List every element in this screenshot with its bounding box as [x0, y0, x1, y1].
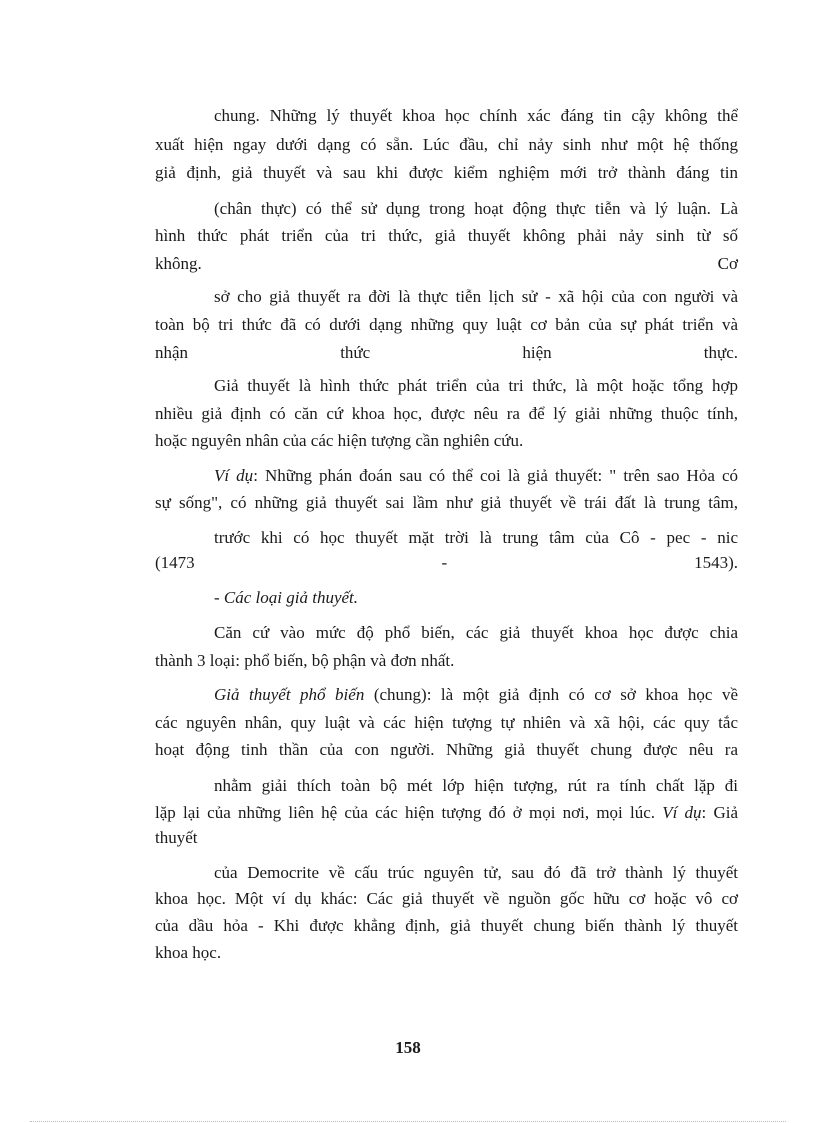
- text-line: sở cho giả thuyết ra đời là thực tiễn lịch sử - xã hội của con người và: [214, 287, 738, 306]
- text-segment: lặp lại của những liên hệ của các hiện tượng đó ở mọi nơi, mọi lúc.: [155, 803, 663, 822]
- page-number: 158: [395, 1038, 421, 1057]
- text-line: của dầu hỏa - Khi được khẳng định, giả thuyết chung biến thành lý thuyết: [155, 916, 738, 935]
- italic-term: Giả thuyết phổ biến: [214, 685, 365, 704]
- italic-label: Ví dụ: [662, 803, 702, 822]
- text-line: trước khi có học thuyết mặt trời là trung tâm của Cô - pec - nic: [214, 528, 738, 547]
- text-segment: không.: [155, 254, 202, 273]
- text-line: [214, 464, 738, 488]
- text-line: khoa học. Một ví dụ khác: Các giả thuyết về nguồn gốc hữu cơ hoặc vô cơ: [155, 889, 738, 908]
- text-segment: -: [441, 553, 448, 572]
- text-line: sự sống", có những giả thuyết sai lầm như giả thuyết về trái đất là trung tâm,: [155, 493, 738, 512]
- text-line: [155, 551, 738, 575]
- text-line: của Democrite về cấu trúc nguyên tử, sau đó đã trở thành lý thuyết: [214, 863, 738, 882]
- text-line: hoạt động tinh thần của con người. Những giả thuyết chung được nêu ra: [155, 740, 738, 759]
- text-line: khoa học.: [155, 943, 222, 962]
- text-line: hoặc nguyên nhân của các hiện tượng cần nghiên cứu.: [155, 431, 524, 450]
- italic-heading: Các loại giả thuyết.: [223, 588, 359, 607]
- text-segment: thực.: [703, 343, 739, 362]
- text-line: [155, 252, 738, 276]
- text-segment: Cơ: [717, 254, 738, 273]
- text-segment: nhận: [155, 343, 189, 362]
- page-bottom-border: [30, 1121, 786, 1122]
- text-line: [214, 683, 738, 707]
- text-line: hình thức phát triển của tri thức, giả thuyết không phải nảy sinh từ số: [155, 226, 738, 245]
- text-segment: thức: [340, 343, 371, 362]
- text-line: toàn bộ tri thức đã có dưới dạng những quy luật cơ bản của sự phát triển và: [155, 315, 738, 334]
- text-line: [155, 801, 738, 825]
- text-segment: : Những phán đoán sau có thể coi là giả thuyết: " trên sao Hỏa có: [253, 466, 738, 485]
- section-heading: [214, 586, 738, 610]
- text-line: chung. Những lý thuyết khoa học chính xác đáng tin cậy không thể: [214, 106, 738, 125]
- text-line: Căn cứ vào mức độ phổ biến, các giả thuyết khoa học được chia: [214, 623, 738, 642]
- text-line: thành 3 loại: phổ biến, bộ phận và đơn nhất.: [155, 651, 455, 670]
- text-line: thuyết: [155, 828, 198, 847]
- text-segment: : Giả: [701, 803, 739, 822]
- text-segment: (1473: [155, 553, 195, 572]
- text-line: giả định, giả thuyết và sau khi được kiểm nghiệm mới trở thành đáng tin: [155, 163, 738, 182]
- text-line: các nguyên nhân, quy luật và các hiện tượng tự nhiên và xã hội, các quy tắc: [155, 713, 738, 732]
- text-segment: hiện: [522, 343, 552, 362]
- text-segment: 1543).: [694, 553, 739, 572]
- text-segment: -: [214, 588, 224, 607]
- text-line: nhiều giả định có căn cứ khoa học, được nêu ra để lý giải những thuộc tính,: [155, 404, 738, 423]
- text-line: (chân thực) có thể sử dụng trong hoạt động thực tiễn và lý luận. Là: [214, 199, 738, 218]
- text-line: Giả thuyết là hình thức phát triển của tri thức, là một hoặc tổng hợp: [214, 376, 738, 395]
- text-line: [155, 341, 738, 365]
- text-segment: (chung): là một giả định có cơ sở khoa học về: [364, 685, 738, 704]
- text-line: xuất hiện ngay dưới dạng có sẵn. Lúc đầu, chỉ nảy sinh như một hệ thống: [155, 135, 738, 154]
- italic-label: Ví dụ: [214, 466, 254, 485]
- text-line: nhằm giải thích toàn bộ mét lớp hiện tượng, rút ra tính chất lặp đi: [214, 776, 738, 795]
